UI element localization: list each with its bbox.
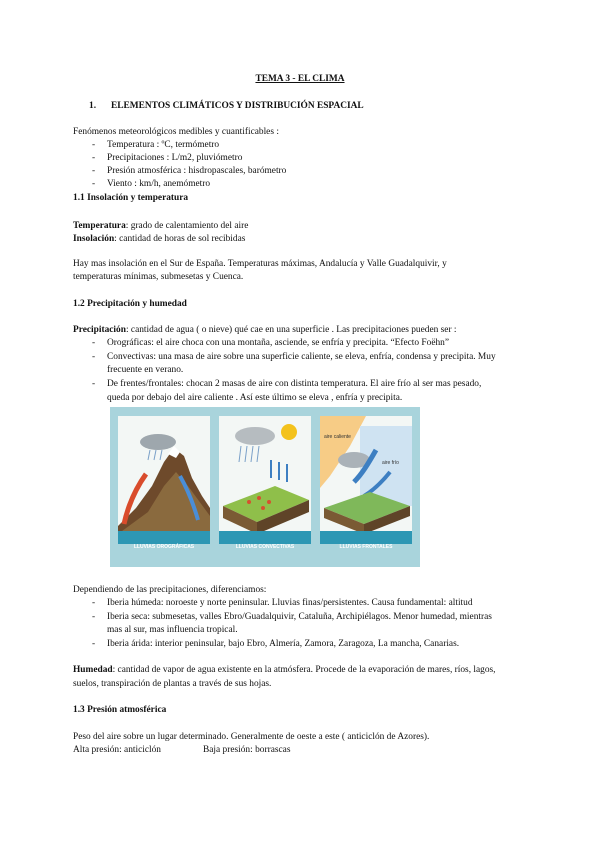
list-item: Viento : km/h, anemómetro [107,179,211,189]
list-dash: - [92,153,96,163]
term-text: : cantidad de agua ( o nieve) qué cae en una superficie . Las precipitaciones pueden ser : [125,325,457,335]
orographic-panel [118,416,210,550]
term-label: Insolación [73,234,115,244]
list-item: Orográficas: el aire choca con una montaña, asciende, se enfría y precipita. “Efecto Foëhn” [107,338,450,348]
list-dash: - [92,338,96,348]
list-item: Iberia árida: interior peninsular, bajo Ebro, Almería, Zamora, Zaragoza, La mancha, Canarias. [107,639,460,649]
temperature-definition [73,220,248,232]
precipitation-types-figure [110,407,420,567]
figure-caption: LLUVIAS CONVECTIVAS [235,544,295,550]
list-dash: - [92,352,96,362]
paragraph-line: Peso del aire sobre un lugar determinado. Generalmente de oeste a este ( anticiclón de Azores). [73,732,430,742]
humidity-definition [73,664,496,676]
section-1-heading [89,100,364,112]
list-item-continuation: queda por debajo del aire caliente . Así este último se eleva , enfría y precipita. [107,393,403,403]
depending-text: Dependiendo de las precipitaciones, diferenciamos: [73,585,267,595]
list-item: Precipitaciones : L/m2, pluviómetro [107,153,243,163]
paragraph-line: temperaturas mínimas, submesetas y Cuenca. [73,272,244,282]
orographic-illustration [118,416,210,544]
convective-illustration [219,416,311,544]
figure-caption: LLUVIAS FRONTALES [339,544,393,550]
term-label: Temperatura [73,221,126,231]
frontal-panel [320,416,412,550]
insolation-definition [73,233,245,245]
low-pressure-text: Baja presión: borrascas [203,745,291,755]
list-item: Iberia húmeda: noroeste y norte peninsular. Lluvias finas/persistentes. Causa fundamental: altitud [107,598,473,608]
list-dash: - [92,598,96,608]
list-item: Presión atmosférica : hisdropascales, barómetro [107,166,287,176]
figure-caption: LLUVIAS OROGRÁFICAS [133,544,195,550]
list-item-continuation: mas al sur, mas influencia tropical. [107,625,238,635]
list-dash: - [92,179,96,189]
list-dash: - [92,612,96,622]
list-dash: - [92,140,96,150]
cold-air-label: aire frío [382,460,399,466]
intro-text: Fenómenos meteorológicos medibles y cuantificables : [73,127,279,137]
list-dash: - [92,639,96,649]
list-dash: - [92,379,96,389]
list-item: Iberia seca: submesetas, valles Ebro/Guadalquivir, Cataluña, Archipiélagos. Menor humedad, mientras [107,612,492,622]
term-text: : grado de calentamiento del aire [125,221,249,231]
term-label: Precipitación [73,325,126,335]
paragraph-line: Hay mas insolación en el Sur de España. Temperaturas máximas, Andalucía y Valle Guadalquivir, y [73,259,447,269]
section-1-number: 1. [89,101,97,111]
paragraph-line: suelos, transpiración de plantas a través de sus hojas. [73,679,272,689]
list-item: De frentes/frontales: chocan 2 masas de aire con distinta temperatura. El aire frío al ser mas pesado, [107,379,482,389]
section-1-1-heading: 1.1 Insolación y temperatura [73,193,189,203]
high-pressure-text: Alta presión: anticiclón [73,745,161,755]
section-1-3-heading: 1.3 Presión atmosférica [73,705,167,715]
section-1-title: ELEMENTOS CLIMÁTICOS Y DISTRIBUCIÓN ESPACIAL [111,101,364,111]
section-1-2-heading: 1.2 Precipitación y humedad [73,299,187,309]
list-dash: - [92,166,96,176]
warm-air-label: aire caliente [324,434,351,440]
term-text: : cantidad de vapor de agua existente en la atmósfera. Procede de la evaporación de mares, ríos, lagos, [112,665,496,675]
list-item: Temperatura : ºC, termómetro [107,140,220,150]
convective-panel [219,416,311,550]
list-item: Convectivas: una masa de aire sobre una superficie caliente, se eleva, enfría, condensa y precipita. Muy [107,352,496,362]
page-title: TEMA 3 - EL CLIMA [255,74,345,84]
precipitation-definition [73,324,457,336]
term-label: Humedad [73,665,113,675]
list-item-continuation: frecuente en verano. [107,365,184,375]
term-text: : cantidad de horas de sol recibidas [114,234,246,244]
